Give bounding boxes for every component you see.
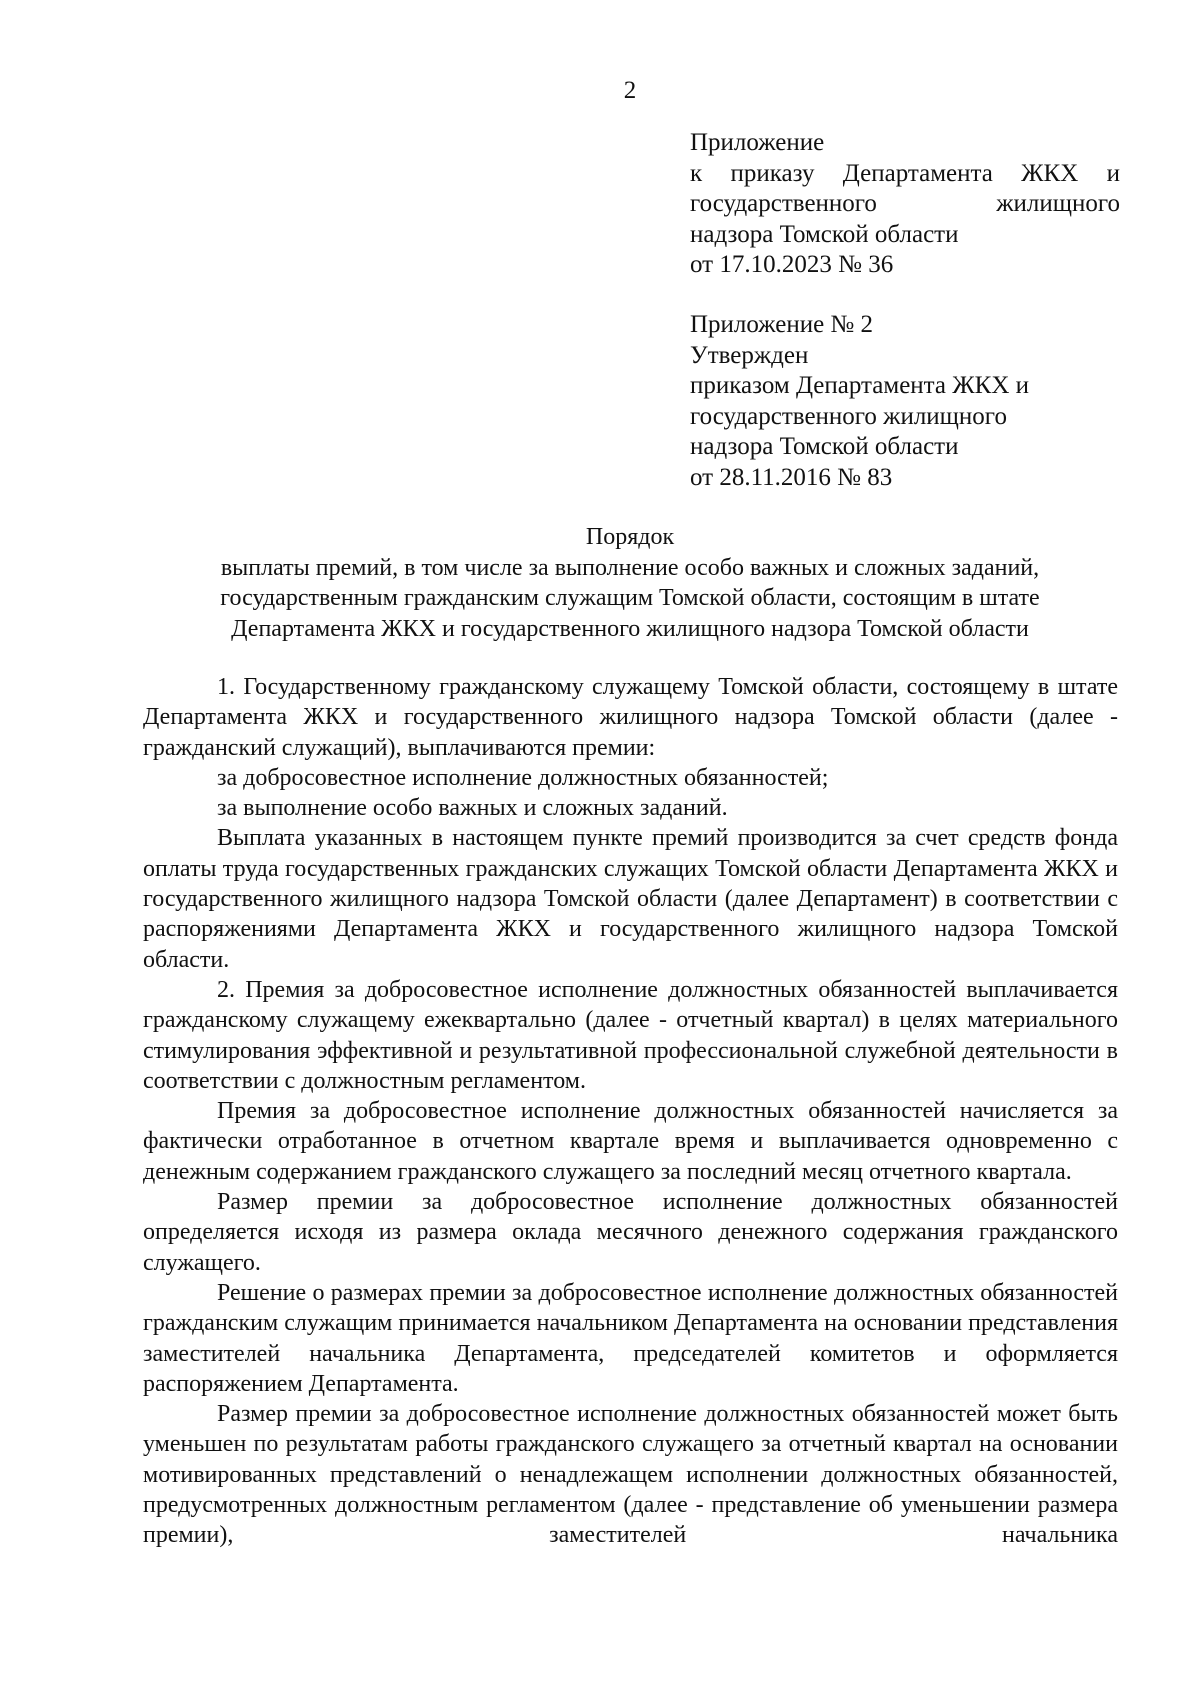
- approval-line: надзора Томской области: [690, 433, 959, 460]
- appendix-word: и: [1106, 159, 1120, 187]
- approval-line: приказом Департамента ЖКХ и: [690, 372, 1030, 399]
- title-heading: Порядок: [585, 524, 675, 550]
- appendix-line: [690, 159, 1120, 190]
- approval-line: Приложение № 2: [690, 311, 874, 338]
- appendix-word: жилищного: [996, 190, 1120, 217]
- page-number: 2: [623, 77, 637, 104]
- title-line: Департамента ЖКХ и государственного жилищного надзора Томской области: [231, 615, 1029, 642]
- paragraph: 1. Государственному гражданскому служащему Томской области, состоящему в штате Департамента ЖКХ и государственного жилищного надзора Томской области (далее - гражданский служащий), выплачиваются премии:: [143, 674, 1118, 761]
- appendix-word: государственного: [690, 190, 877, 217]
- appendix-word: к: [690, 159, 703, 187]
- paragraph: Размер премии за добросовестное исполнение должностных обязанностей определяется исходя из размера оклада месячного денежного содержания гражданского служащего.: [143, 1189, 1118, 1276]
- approval-line: государственного жилищного: [690, 402, 1007, 430]
- paragraph: Премия за добросовестное исполнение должностных обязанностей начисляется за фактически отработанное в отчетном квартале время и выплачивается одновременно с денежным содержанием гражданского служащего за последний месяц отчетного квартала.: [143, 1098, 1118, 1185]
- appendix-word: Департамента: [842, 159, 993, 187]
- appendix-line: надзора Томской области: [690, 220, 959, 248]
- paragraph: Размер премии за добросовестное исполнение должностных обязанностей может быть уменьшен по результатам работы гражданского служащего за отчетный квартал на основании мотивированных представлений о ненадлежащем исполнении должностных обязанностей, предусмотренных должностным регламентом (далее - представление об уменьшении размера премии), заместителей начальника: [143, 1401, 1118, 1549]
- paragraph: Выплата указанных в настоящем пункте премий производится за счет средств фонда оплаты труда государственных гражданских служащих Томской области Департамента ЖКХ и государственного жилищного надзора Томской области (далее Департамент) в соответствии с распоряжениями Департамента ЖКХ и государственного жилищного надзора Томской области.: [143, 825, 1118, 973]
- title-line: выплаты премий, в том числе за выполнение особо важных и сложных заданий,: [220, 554, 1040, 581]
- paragraph: Решение о размерах премии за добросовестное исполнение должностных обязанностей гражданским служащим принимается начальником Департамента на основании представления заместителей начальника Департамента, председателей комитетов и оформляется распоряжением Департамента.: [143, 1279, 1118, 1397]
- appendix-line: от 17.10.2023 № 36: [690, 251, 894, 278]
- approval-line: Утвержден: [690, 341, 809, 369]
- appendix-word: ЖКХ: [1021, 159, 1079, 187]
- paragraph: 2. Премия за добросовестное исполнение должностных обязанностей выплачивается гражданскому служащему ежеквартально (далее - отчетный квартал) в целях материального стимулирования эффективной и результативной профессиональной служебной деятельности в соответствии с должностным регламентом.: [143, 976, 1118, 1094]
- appendix-line: Приложение: [690, 129, 825, 156]
- appendix-line: [690, 189, 1120, 220]
- appendix-word: приказу: [730, 159, 815, 187]
- title-line: государственным гражданским служащим Томской области, состоящим в штате: [220, 585, 1040, 611]
- approval-line: от 28.11.2016 № 83: [690, 463, 893, 491]
- approval-block: [690, 310, 1120, 493]
- appendix-block: [690, 128, 1120, 281]
- paragraph: за выполнение особо важных и сложных заданий.: [217, 795, 728, 822]
- document-body: [143, 672, 1118, 1551]
- document-title: [150, 522, 1110, 644]
- paragraph: за добросовестное исполнение должностных обязанностей;: [217, 764, 829, 791]
